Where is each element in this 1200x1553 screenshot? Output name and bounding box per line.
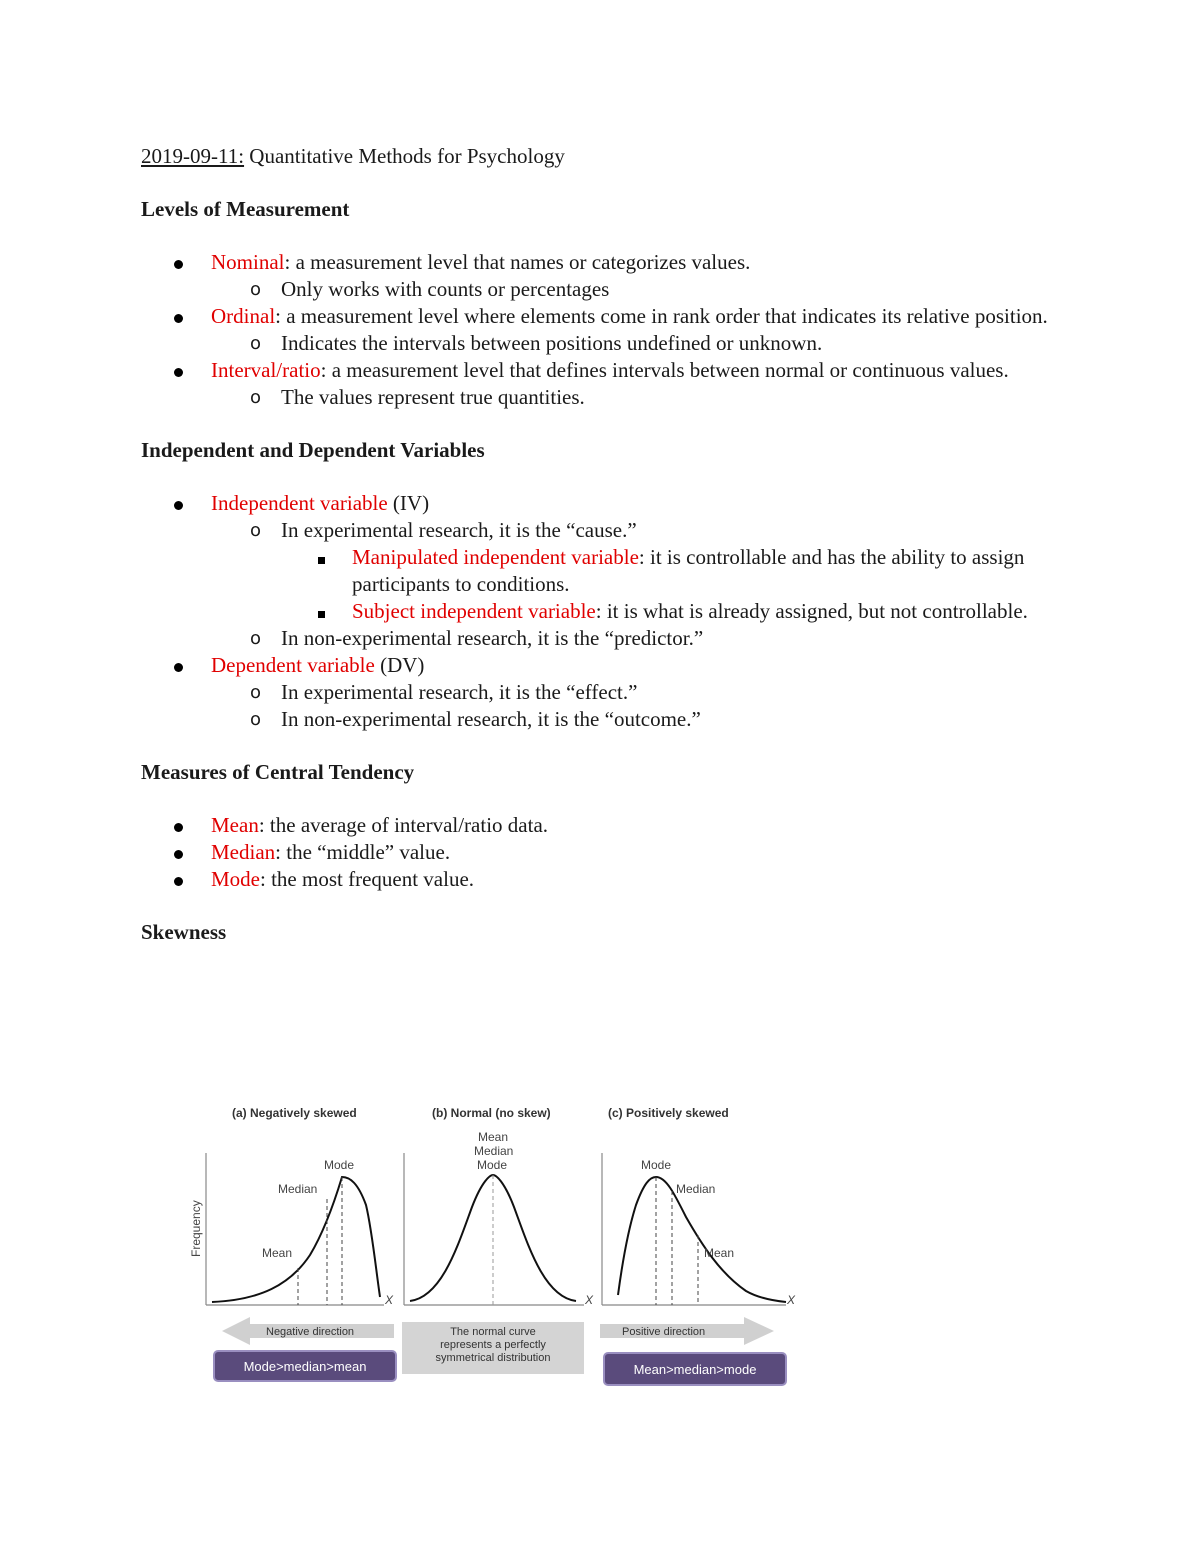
- panel-a-mode-label: Mode: [324, 1158, 355, 1172]
- negative-direction-label: Negative direction: [266, 1326, 355, 1338]
- positive-direction-label: Positive direction: [622, 1326, 706, 1338]
- bullet-dot-icon: [174, 490, 183, 517]
- list-item-ordinal: [141, 303, 1061, 330]
- panel-c-median-label: Median: [676, 1182, 716, 1196]
- bullet-circle-icon: o: [250, 387, 262, 408]
- list-item-interval-ratio: [141, 357, 1061, 384]
- normal-note-line-1: The normal curve: [450, 1326, 536, 1338]
- abbr-iv: (IV): [387, 491, 430, 515]
- panel-a-mean-label: Mean: [262, 1246, 293, 1260]
- panel-a-axes: [206, 1153, 384, 1305]
- panel-c-title: (c) Positively skewed: [608, 1106, 729, 1120]
- term-mode: Mode: [211, 867, 260, 891]
- sub-item-dv-experimental: [141, 679, 1061, 706]
- definition-median: : the “middle” value.: [275, 840, 451, 864]
- bullet-dot-icon: [174, 652, 183, 679]
- sub-text-iv-experimental: In experimental research, it is the “cause.”: [281, 518, 637, 542]
- sub-sub-item-manipulated: [141, 544, 1061, 598]
- panel-c-mean-label: Mean: [704, 1246, 735, 1260]
- bullet-dot-icon: [174, 303, 183, 330]
- bullet-dot-icon: [174, 839, 183, 866]
- skewness-figure: [180, 1095, 820, 1395]
- definition-ordinal: : a measurement level where elements come in rank order that indicates its relative position.: [275, 304, 1048, 328]
- list-item-mode: [141, 866, 1061, 893]
- normal-note-line-3: symmetrical distribution: [435, 1352, 551, 1364]
- panel-b-x-label: X: [585, 1293, 594, 1307]
- bullet-square-icon: [318, 544, 325, 571]
- panel-c-mode-label: Mode: [641, 1158, 672, 1172]
- abbr-dv: (DV): [374, 653, 425, 677]
- term-independent-variable: Independent variable: [211, 491, 388, 515]
- y-axis-label: Frequency: [189, 1200, 203, 1257]
- list-item-median: [141, 839, 1061, 866]
- panel-a-x-label: X: [385, 1293, 394, 1307]
- panel-b-mode-label: Mode: [477, 1158, 508, 1172]
- heading-central-tendency: Measures of Central Tendency: [141, 760, 415, 784]
- bullet-circle-icon: o: [250, 682, 262, 703]
- variables-list: [141, 490, 1061, 733]
- panel-a-title: (a) Negatively skewed: [232, 1106, 357, 1120]
- sub-text-interval-ratio: The values represent true quantities.: [281, 385, 585, 409]
- heading-variables: Independent and Dependent Variables: [141, 438, 485, 462]
- sub-text-nominal: Only works with counts or percentages: [281, 277, 610, 301]
- definition-mean: : the average of interval/ratio data.: [258, 813, 549, 837]
- list-item-mean: [141, 812, 1061, 839]
- term-subject-iv: Subject independent variable: [352, 599, 596, 623]
- term-dependent-variable: Dependent variable: [211, 653, 375, 677]
- term-ordinal: Ordinal: [211, 304, 276, 328]
- list-item-nominal: [141, 249, 1061, 276]
- panel-a-median-label: Median: [278, 1182, 318, 1196]
- term-median: Median: [211, 840, 276, 864]
- panel-c-x-label: X: [787, 1293, 796, 1307]
- sub-item-ordinal: [141, 330, 1061, 357]
- page-title: [141, 143, 1061, 170]
- normal-note-line-2: represents a perfectly: [440, 1339, 546, 1351]
- panel-b-mean-label: Mean: [478, 1130, 509, 1144]
- panel-b-title: (b) Normal (no skew): [432, 1106, 551, 1120]
- definition-subject-iv: : it is what is already assigned, but not controllable.: [595, 599, 1028, 623]
- bullet-square-icon: [318, 598, 325, 625]
- document-body: [141, 143, 1061, 972]
- sub-text-ordinal: Indicates the intervals between positions undefined or unknown.: [281, 331, 823, 355]
- negative-order-label: Mode>median>mean: [243, 1359, 367, 1374]
- bullet-circle-icon: o: [250, 709, 262, 730]
- skewness-diagram: [180, 1095, 820, 1395]
- bullet-circle-icon: o: [250, 279, 262, 300]
- definition-nominal: : a measurement level that names or categorizes values.: [284, 250, 751, 274]
- sub-item-nominal: [141, 276, 1061, 303]
- term-manipulated-iv: Manipulated independent variable: [352, 545, 639, 569]
- bullet-dot-icon: [174, 866, 183, 893]
- sub-text-iv-nonexperimental: In non-experimental research, it is the “predictor.”: [281, 626, 704, 650]
- bullet-dot-icon: [174, 812, 183, 839]
- term-mean: Mean: [211, 813, 259, 837]
- list-item-independent-variable: [141, 490, 1061, 517]
- sub-sub-item-subject: [141, 598, 1061, 625]
- heading-skewness: Skewness: [141, 920, 227, 944]
- sub-item-dv-nonexperimental: [141, 706, 1061, 733]
- sub-text-dv-experimental: In experimental research, it is the “effect.”: [281, 680, 638, 704]
- bullet-circle-icon: o: [250, 520, 262, 541]
- sub-text-dv-nonexperimental: In non-experimental research, it is the “outcome.”: [281, 707, 701, 731]
- term-nominal: Nominal: [211, 250, 285, 274]
- heading-levels-of-measurement: Levels of Measurement: [141, 197, 350, 221]
- bullet-circle-icon: o: [250, 333, 262, 354]
- bullet-circle-icon: o: [250, 628, 262, 649]
- panel-b-median-label: Median: [474, 1144, 514, 1158]
- list-item-dependent-variable: [141, 652, 1061, 679]
- levels-list: [141, 249, 1061, 411]
- sub-item-iv-nonexperimental: [141, 625, 1061, 652]
- sub-item-interval-ratio: [141, 384, 1061, 411]
- title-date: 2019-09-11:: [141, 144, 245, 168]
- title-course: Quantitative Methods for Psychology: [249, 144, 565, 168]
- bullet-dot-icon: [174, 357, 183, 384]
- definition-manipulated-iv: : it is controllable and has the ability to assign participants to conditions.: [352, 545, 1025, 596]
- positive-order-label: Mean>median>mode: [633, 1362, 757, 1377]
- definition-mode: : the most frequent value.: [260, 867, 475, 891]
- central-tendency-list: [141, 812, 1061, 893]
- term-interval-ratio: Interval/ratio: [211, 358, 321, 382]
- bullet-dot-icon: [174, 249, 183, 276]
- definition-interval-ratio: : a measurement level that defines intervals between normal or continuous values.: [320, 358, 1009, 382]
- sub-item-iv-experimental: [141, 517, 1061, 544]
